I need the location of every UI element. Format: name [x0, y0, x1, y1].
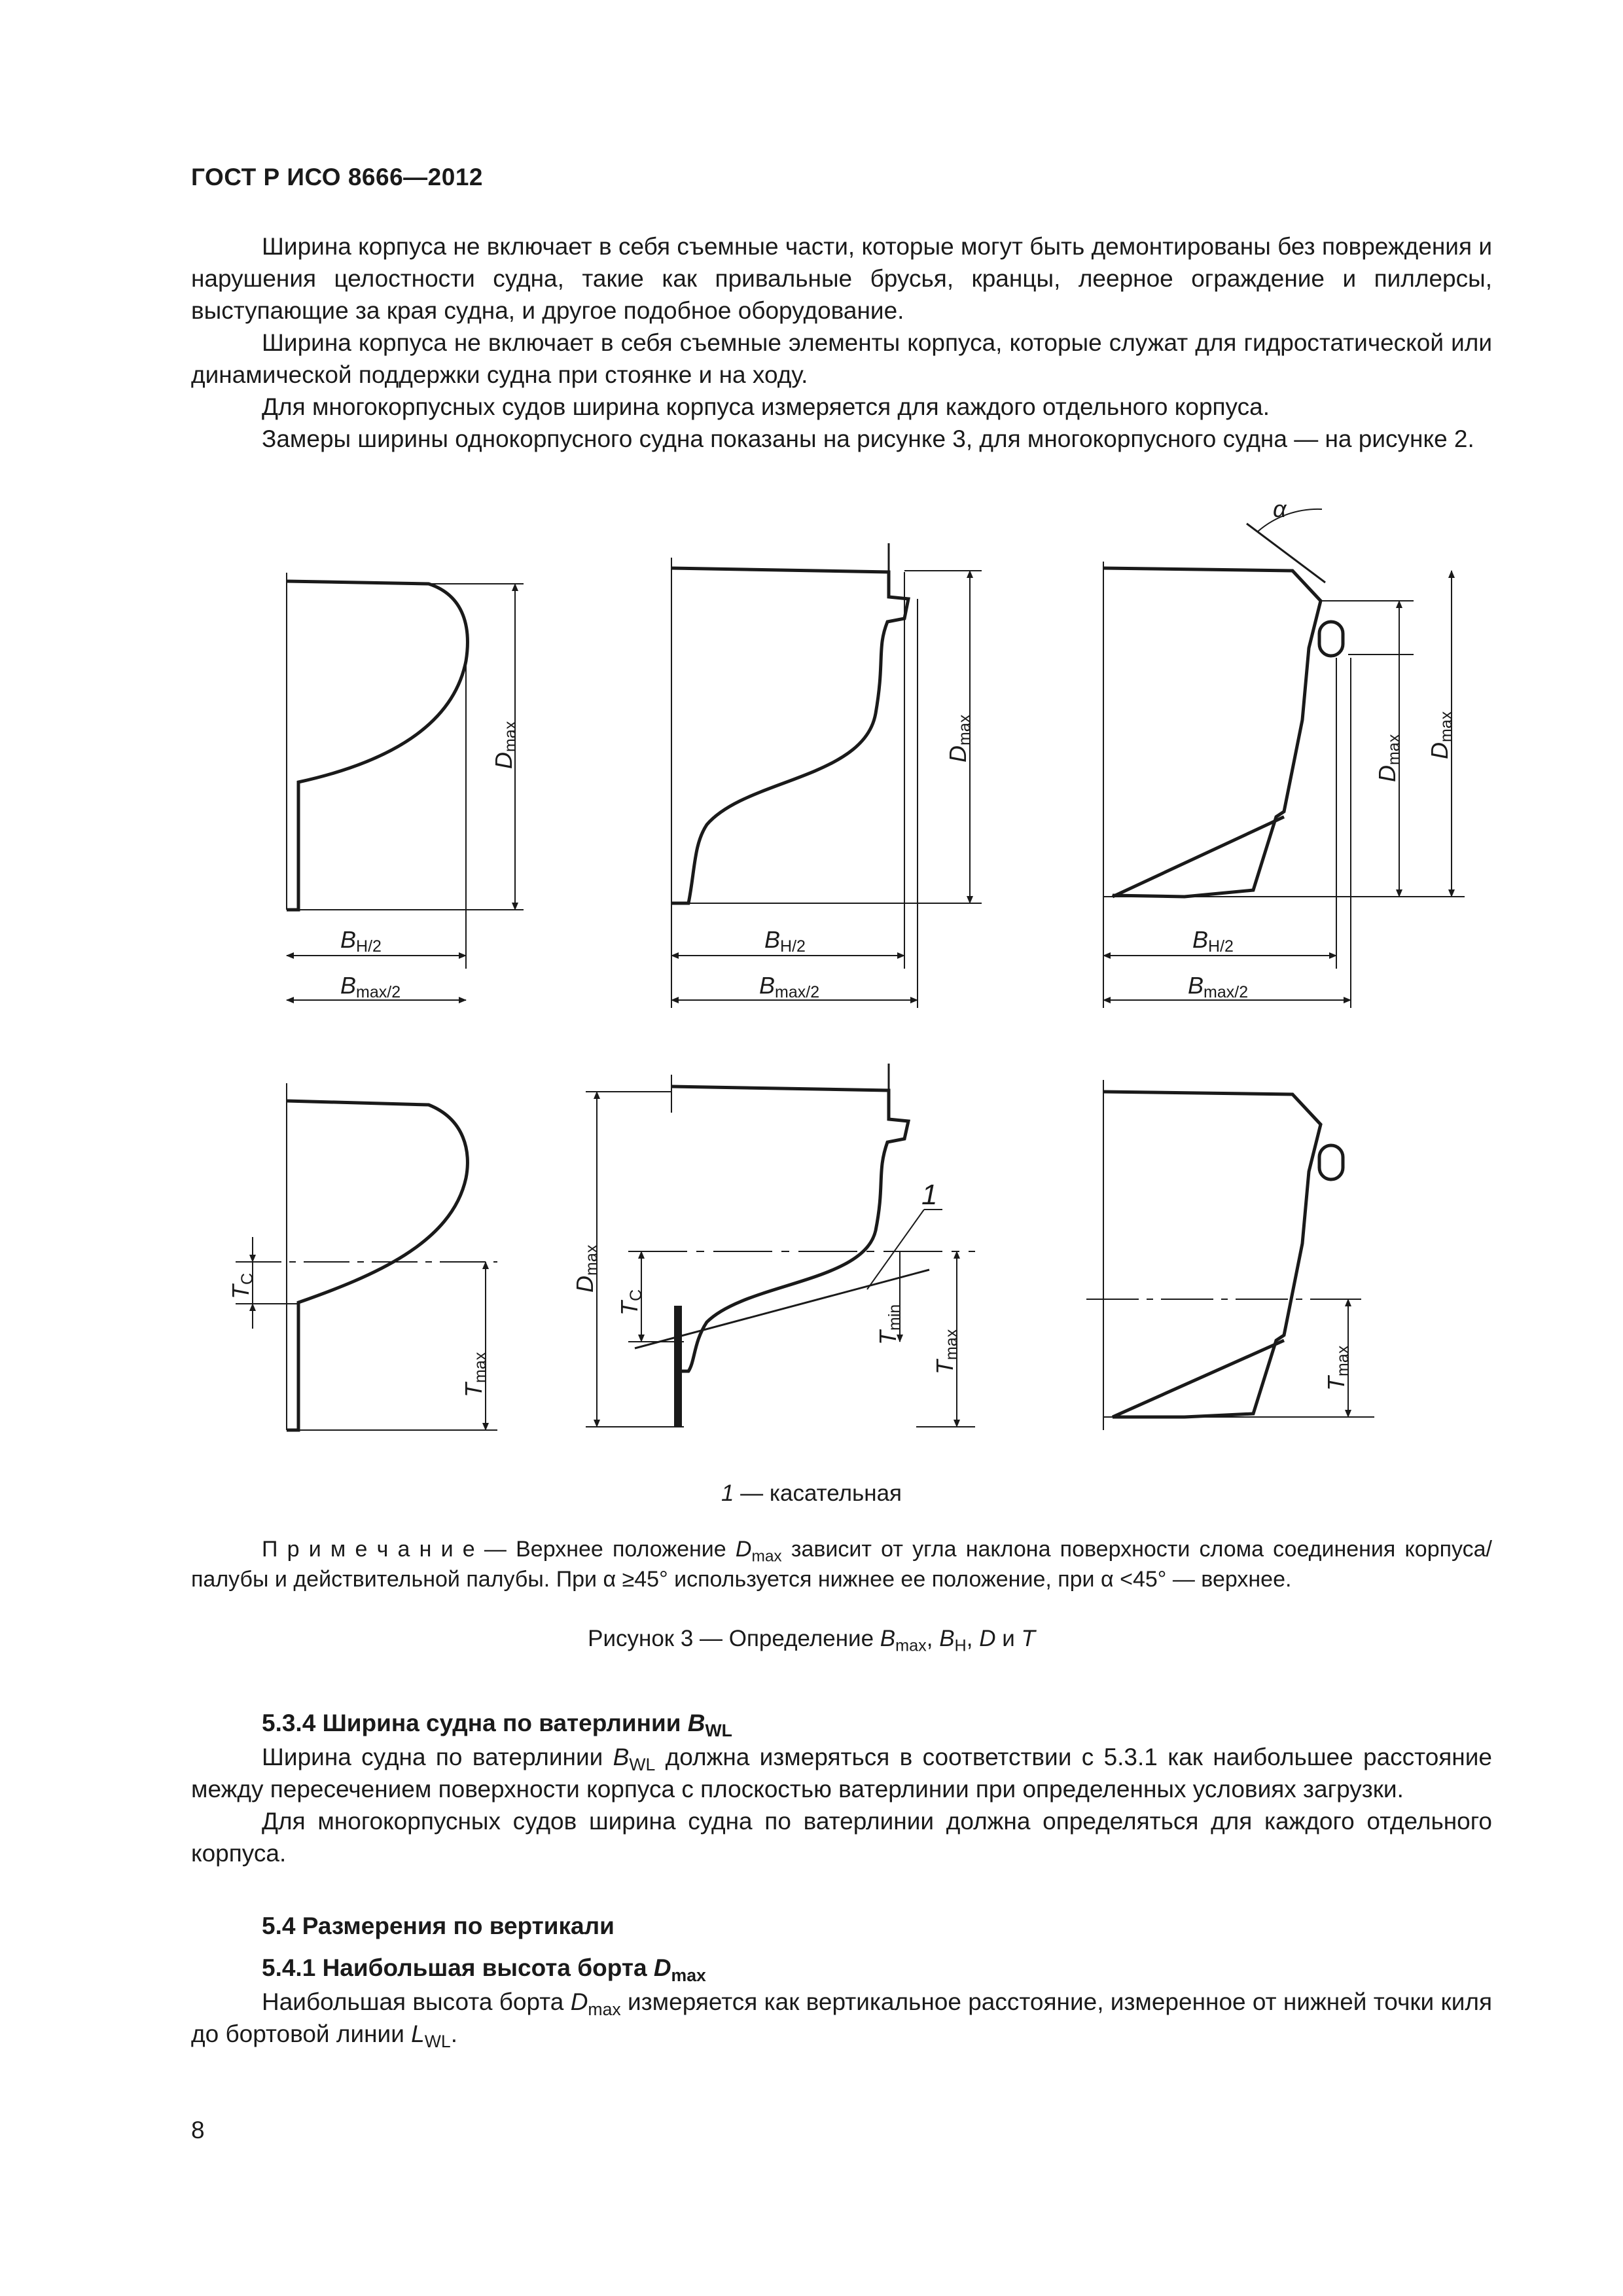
- hull-profile-bottom-middle: [586, 1064, 975, 1427]
- label-tmax: Tmax: [460, 1352, 490, 1397]
- label-tc: TC: [616, 1289, 645, 1316]
- figure-note: П р и м е ч а н и е — Верхнее положение $D_{max}$ зависит от угла наклона поверхности слома соединения корпуса/палубы и действительной палубы. При α ≥45° используется нижнее ее положение, при α <45° — верхнее.: [191, 1537, 1492, 1592]
- section-heading-5-4: 5.4 Размерения по вертикали: [262, 1912, 615, 1939]
- hull-profile-top-right: [1103, 509, 1465, 1008]
- paragraph: Наибольшая высота борта $D_{max}$ измеряется как вертикальное расстояние, измеренное от нижней точки киля до бортовой линии $L_{WL}$.: [191, 1988, 1492, 2051]
- label-tangent-number: 1: [921, 1179, 938, 1211]
- label-bmax2: Bmax/2: [1188, 972, 1249, 1001]
- label-tmax: Tmax: [1323, 1345, 1352, 1391]
- section-heading-5-3-4: 5.3.4 Ширина судна по ватерлинии $B_{WL}$: [262, 1710, 732, 1740]
- hull-profile-top-middle: [671, 543, 982, 1008]
- section-5-4-1-text: [191, 1986, 1492, 2050]
- paragraph: Для многокорпусных судов ширина судна по ватерлинии должна определяться для каждого отдельного корпуса.: [191, 1808, 1492, 1867]
- paragraph: Для многокорпусных судов ширина корпуса измеряется для каждого отдельного корпуса.: [262, 393, 1270, 420]
- label-dmax: Dmax: [571, 1244, 601, 1293]
- label-bmax2: Bmax/2: [340, 972, 401, 1001]
- label-bh2: BH/2: [340, 926, 382, 956]
- intro-text: [191, 230, 1492, 455]
- label-bh2: BH/2: [764, 926, 806, 956]
- label-dmax: Dmax: [1426, 711, 1455, 759]
- label-dmax: Dmax: [944, 714, 974, 762]
- page-number: 8: [191, 2117, 205, 2144]
- label-dmax: Dmax: [490, 721, 520, 769]
- label-tmin: Tmin: [874, 1304, 904, 1345]
- label-tmax: Tmax: [931, 1329, 961, 1374]
- label-tc: TC: [227, 1272, 257, 1299]
- paragraph: Замеры ширины однокорпусного судна показаны на рисунке 3, для многокорпусного судна — на рисунке 2.: [262, 425, 1474, 452]
- label-bmax2: Bmax/2: [759, 972, 820, 1001]
- figure-caption: Рисунок 3 — Определение $B_{max}$, $B_H$, D и T: [588, 1626, 1035, 1655]
- section-heading-5-4-1: 5.4.1 Наибольшая высота борта $D_{max}$: [262, 1954, 706, 1985]
- document-header: ГОСТ Р ИСО 8666—2012: [191, 164, 483, 190]
- label-alpha: α: [1273, 497, 1287, 522]
- hull-profile-top-left: [287, 573, 524, 1000]
- paragraph: Ширина судна по ватерлинии $B_{WL}$ должна измеряться в соответствии с 5.3.1 как наибольшее расстояние между пересечением поверхности корпуса с плоскостью ватерлинии при определенных условиях загрузки.: [191, 1744, 1492, 1803]
- figure-3-diagram: [0, 497, 1623, 1479]
- section-5-3-4-text: [191, 1741, 1492, 1869]
- figure-legend: 1 — касательная: [721, 1480, 902, 1506]
- paragraph: Ширина корпуса не включает в себя съемные элементы корпуса, которые служат для гидростатической или динамической поддержки судна при стоянке и на ходу.: [191, 329, 1492, 388]
- label-bh2: BH/2: [1192, 926, 1234, 956]
- hull-profile-bottom-left: [236, 1083, 497, 1430]
- label-dmax: Dmax: [1374, 734, 1403, 782]
- paragraph: Ширина корпуса не включает в себя съемные части, которые могут быть демонтированы без повреждения и нарушения целостности судна, такие как привальные брусья, кранцы, леерное ограждение и пиллерсы, выступающие за края судна, и другое подобное оборудование.: [191, 233, 1492, 324]
